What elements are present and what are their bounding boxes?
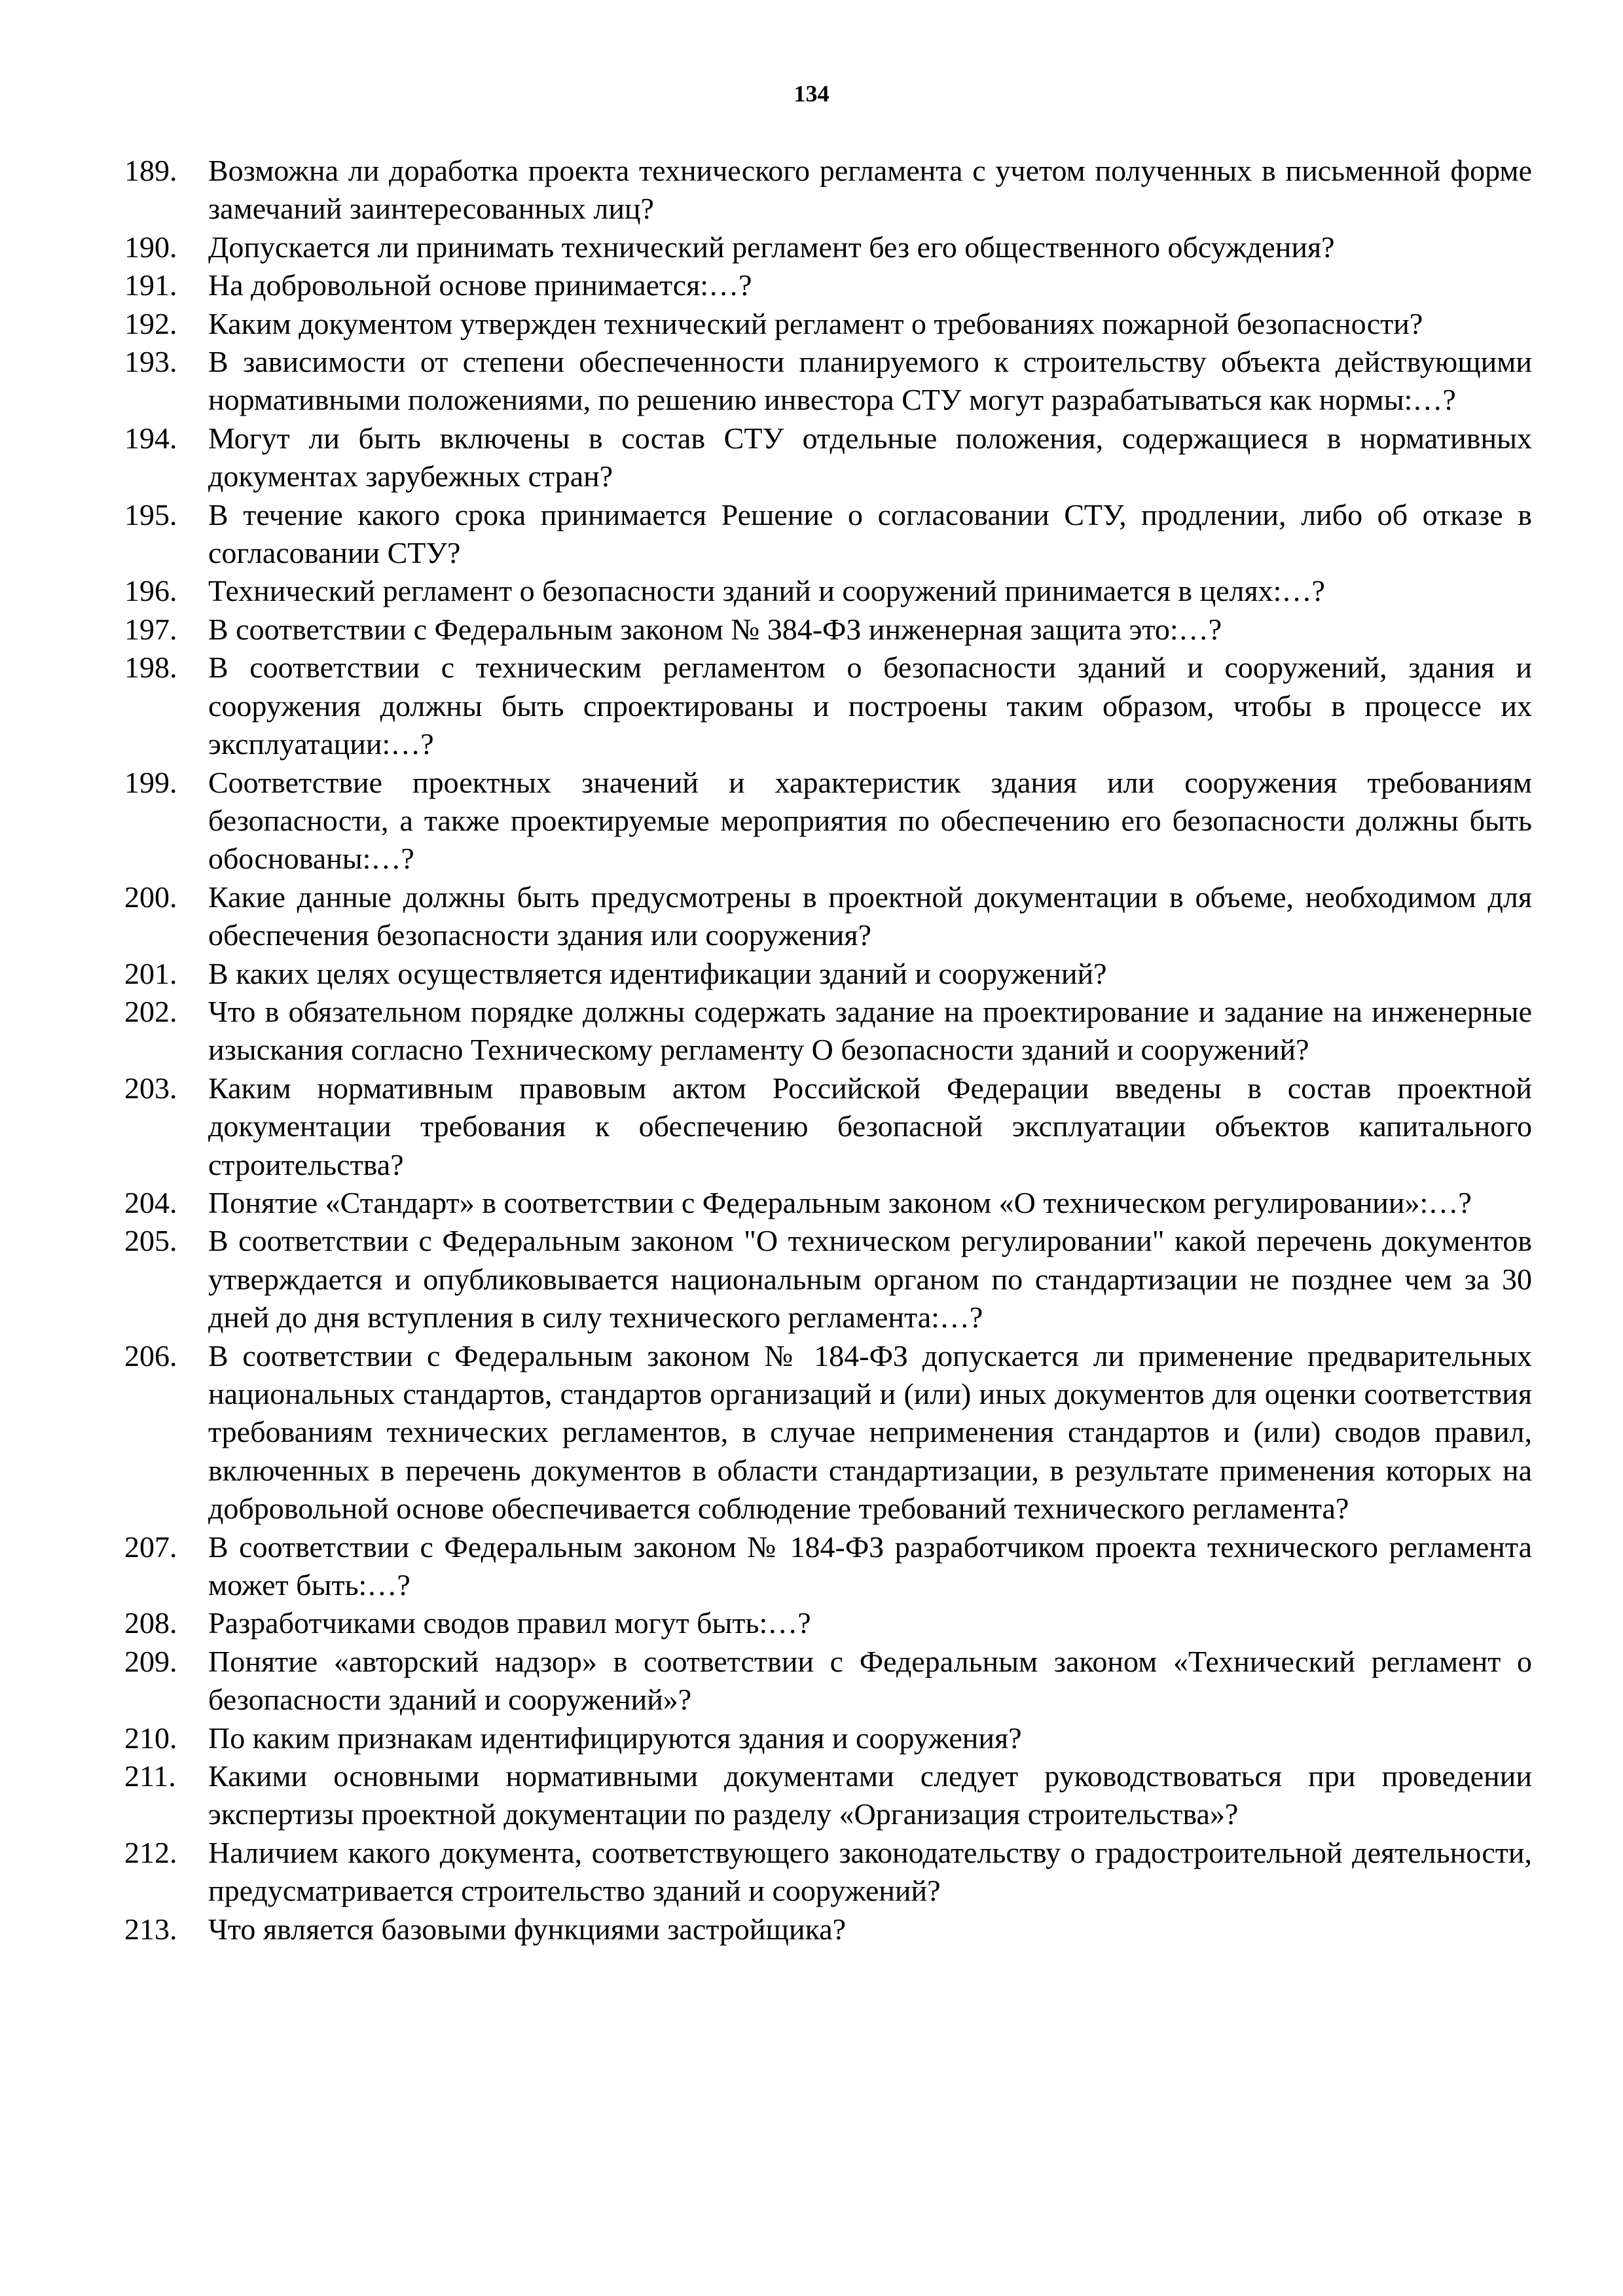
question-text: В соответствии с Федеральным законом "О техническом регулировании" какой перечень документов утверждается и опубликовывается национальным органом по стандартизации не позднее чем за 30 дней до дня вступления в силу технического регламента:…? bbox=[208, 1224, 1532, 1335]
question-text: В течение какого срока принимается Решение о согласовании СТУ, продлении, либо об отказе в согласовании СТУ? bbox=[208, 497, 1532, 570]
question-text: Технический регламент о безопасности зданий и сооружений принимается в целях:…? bbox=[208, 574, 1325, 608]
question-number: 203. bbox=[124, 1071, 177, 1105]
question-number: 208. bbox=[124, 1606, 177, 1640]
question-number: 206. bbox=[124, 1338, 177, 1372]
question-text: Каким документом утвержден технический регламент о требованиях пожарной безопасности? bbox=[208, 306, 1423, 340]
question-item bbox=[124, 878, 1532, 955]
question-number: 211. bbox=[124, 1759, 176, 1793]
question-text: В соответствии с Федеральным законом № 184-ФЗ разработчиком проекта технического регламента может быть:…? bbox=[208, 1530, 1532, 1602]
question-text: Каким нормативным правовым актом Российской Федерации введены в состав проектной документации требования к обеспечению безопасной эксплуатации объектов капитального строительства? bbox=[208, 1071, 1532, 1181]
question-item bbox=[124, 496, 1532, 573]
question-item bbox=[124, 1643, 1532, 1719]
question-text: Понятие «авторский надзор» в соответствии с Федеральным законом «Технический регламент о безопасности зданий и сооружений»? bbox=[208, 1644, 1532, 1717]
question-text: Разработчиками сводов правил могут быть:…? bbox=[208, 1606, 811, 1640]
question-item bbox=[124, 1069, 1532, 1184]
question-text: На добровольной основе принимается:…? bbox=[208, 268, 752, 302]
question-text: Что в обязательном порядке должны содержать задание на проектирование и задание на инженерные изыскания согласно Техническому регламенту О безопасности зданий и сооружений? bbox=[208, 994, 1532, 1067]
question-number: 207. bbox=[124, 1530, 177, 1564]
question-item bbox=[124, 993, 1532, 1069]
page-number: 134 bbox=[793, 81, 830, 107]
question-item bbox=[124, 611, 1532, 649]
question-text: Что является базовыми функциями застройщика? bbox=[208, 1912, 847, 1946]
question-item bbox=[124, 1834, 1532, 1910]
question-item bbox=[124, 1604, 1532, 1642]
question-number: 213. bbox=[124, 1912, 177, 1946]
question-number: 200. bbox=[124, 880, 177, 914]
question-number: 195. bbox=[124, 497, 177, 531]
question-number: 212. bbox=[124, 1835, 177, 1869]
question-text: В зависимости от степени обеспеченности планируемого к строительству объекта действующими нормативными положениями, по решению инвестора СТУ могут разрабатываться как нормы:…? bbox=[208, 345, 1532, 417]
question-number: 199. bbox=[124, 765, 177, 799]
question-item bbox=[124, 572, 1532, 610]
question-item bbox=[124, 266, 1532, 304]
question-number: 204. bbox=[124, 1185, 177, 1219]
question-number: 190. bbox=[124, 230, 177, 264]
question-text: В соответствии с Федеральным законом № 384-ФЗ инженерная защита это:…? bbox=[208, 612, 1222, 646]
question-number: 196. bbox=[124, 574, 177, 608]
question-number: 201. bbox=[124, 956, 177, 990]
question-item bbox=[124, 1910, 1532, 1948]
question-item bbox=[124, 649, 1532, 763]
question-item bbox=[124, 420, 1532, 496]
question-item bbox=[124, 1757, 1532, 1834]
question-text: Какими основными нормативными документами следует руководствоваться при проведении экспертизы проектной документации по разделу «Организация строительства»? bbox=[208, 1759, 1532, 1831]
question-number: 210. bbox=[124, 1721, 177, 1755]
question-item bbox=[124, 1337, 1532, 1528]
question-text: В каких целях осуществляется идентификации зданий и сооружений? bbox=[208, 956, 1107, 990]
question-item bbox=[124, 1222, 1532, 1336]
question-number: 209. bbox=[124, 1644, 177, 1678]
question-text: Допускается ли принимать технический регламент без его общественного обсуждения? bbox=[208, 230, 1335, 264]
question-text: Могут ли быть включены в состав СТУ отдельные положения, содержащиеся в нормативных документах зарубежных стран? bbox=[208, 421, 1532, 493]
question-number: 205. bbox=[124, 1224, 177, 1258]
question-number: 191. bbox=[124, 268, 177, 302]
question-item bbox=[124, 152, 1532, 228]
question-number: 192. bbox=[124, 306, 177, 340]
question-text: Наличием какого документа, соответствующего законодательству о градостроительной деятельности, предусматривается строительство зданий и сооружений? bbox=[208, 1835, 1532, 1908]
question-text: Какие данные должны быть предусмотрены в проектной документации в объеме, необходимом для обеспечения безопасности здания или сооружения? bbox=[208, 880, 1532, 952]
question-text: Возможна ли доработка проекта технического регламента с учетом полученных в письменной форме замечаний заинтересованных лиц? bbox=[208, 154, 1532, 226]
question-text: Понятие «Стандарт» в соответствии с Федеральным законом «О техническом регулировании»:…? bbox=[208, 1185, 1472, 1219]
question-number: 197. bbox=[124, 612, 177, 646]
question-item bbox=[124, 1528, 1532, 1605]
question-list bbox=[124, 152, 1532, 1948]
question-number: 202. bbox=[124, 994, 177, 1028]
question-item bbox=[124, 955, 1532, 993]
question-number: 198. bbox=[124, 651, 177, 685]
question-text: По каким признакам идентифицируются здания и сооружения? bbox=[208, 1721, 1022, 1755]
question-item bbox=[124, 305, 1532, 343]
question-number: 189. bbox=[124, 154, 177, 187]
question-item bbox=[124, 1719, 1532, 1757]
question-text: В соответствии с Федеральным законом № 184-ФЗ допускается ли применение предварительных национальных стандартов, стандартов организаций и (или) иных документов для оценки соответствия требованиям технических регламентов, в случае неприменения стандартов и (или) сводов правил, включенных в перечень документов в области стандартизации, в результате применения которых на добровольной основе обеспечивается соблюдение требований технического регламента? bbox=[208, 1338, 1532, 1526]
question-item bbox=[124, 228, 1532, 266]
question-item bbox=[124, 764, 1532, 878]
question-item bbox=[124, 343, 1532, 420]
question-text: Соответствие проектных значений и характеристик здания или сооружения требованиям безопасности, а также проектируемые мероприятия по обеспечению его безопасности должны быть обоснованы:…? bbox=[208, 765, 1532, 876]
question-number: 194. bbox=[124, 421, 177, 455]
question-text: В соответствии с техническим регламентом о безопасности зданий и сооружений, здания и сооружения должны быть спроектированы и построены таким образом, чтобы в процессе их эксплуатации:…? bbox=[208, 651, 1532, 761]
question-number: 193. bbox=[124, 345, 177, 379]
question-item bbox=[124, 1184, 1532, 1222]
